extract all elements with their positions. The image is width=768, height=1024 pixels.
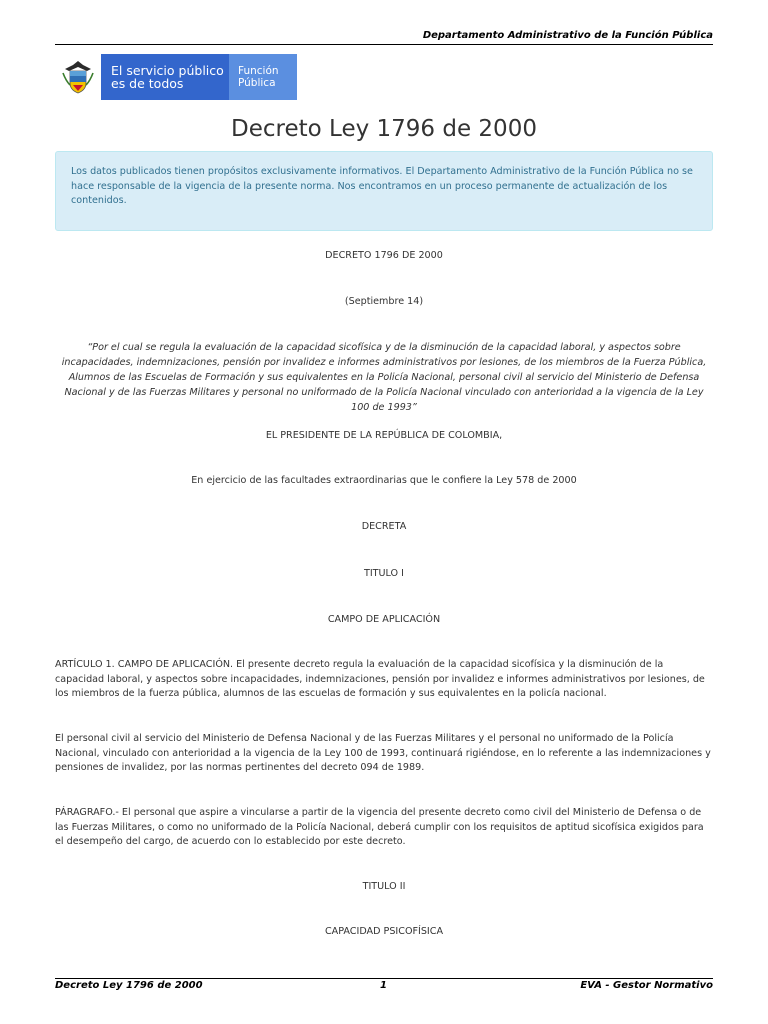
paragraph-personal-civil: El personal civil al servicio del Ministerio de Defensa Nacional y de las Fuerzas Militares y el personal no uniformado de la Policía Nacional, vinculado con anterioridad a la vigencia de la Ley 100 de 1993, continuará rigiéndose, en lo referente a las indemnizaciones y pensiones de invalidez, por las normas pertinentes del decreto 094 de 1989.: [55, 733, 711, 773]
decree-number: DECRETO 1796 DE 2000: [325, 250, 443, 261]
logo-side-line1: Función: [238, 65, 279, 77]
header-divider: [55, 44, 713, 45]
titulo-1-heading: TITULO I: [363, 568, 404, 579]
president-heading: EL PRESIDENTE DE LA REPÚBLICA DE COLOMBIA,: [265, 430, 503, 441]
titulo-2-name: CAPACIDAD PSICOFÍSICA: [324, 926, 444, 937]
titulo-2-heading: TITULO II: [362, 881, 406, 892]
colombia-coat-of-arms-icon: [55, 54, 101, 100]
faculties-line: En ejercicio de las facultades extraordinarias que le confiere la Ley 578 de 2000: [191, 475, 577, 486]
disclaimer-notice: Los datos publicados tienen propósitos exclusivamente informativos. El Departamento Administrativo de la Función Pública no se hace responsable de la vigencia de la presente norma. Nos encontramos en un proceso permanente de actualización de los contenidos.: [55, 151, 713, 231]
logo-banner: [55, 54, 297, 100]
footer-document-title: Decreto Ley 1796 de 2000: [55, 980, 203, 991]
decreta-heading: DECRETA: [361, 521, 407, 532]
logo-side-text: [229, 54, 297, 100]
logo-main-line1: El servicio público: [111, 63, 224, 78]
decree-summary: “Por el cual se regula la evaluación de la capacidad sicofísica y de la disminución de la capacidad laboral, y aspectos sobre incapacidades, indemnizaciones, pensión por invalidez e informes administrativos por lesiones, de los miembros de la Fuerza Pública, Alumnos de las Escuelas de Formación y sus equivalentes en la Policía Nacional, personal civil al servicio del Ministerio de Defensa Nacional y de las Fuerzas Militares y personal no uniformado de la Policía Nacional vinculado con anterioridad a la vigencia de la Ley 100 de 1993”: [61, 342, 707, 413]
footer-page-number: 1: [380, 980, 387, 991]
titulo-1-name: CAMPO DE APLICACIÓN: [327, 614, 441, 625]
articulo-1: ARTÍCULO 1. CAMPO DE APLICACIÓN. El presente decreto regula la evaluación de la capacidad sicofísica y la disminución de la capacidad laboral, y aspectos sobre incapacidades, indemnizaciones, pensión por invalidez e informes administrativos por lesiones, de los miembros de la fuerza pública, alumnos de las escuelas de formación y sus equivalentes en la policía nacional.: [55, 659, 705, 699]
logo-main-text: [101, 54, 229, 100]
header-organization: Departamento Administrativo de la Función Pública: [422, 30, 713, 41]
decree-date: (Septiembre 14): [344, 296, 424, 307]
logo-side-line2: Pública: [238, 77, 276, 89]
footer-app-name: EVA - Gestor Normativo: [580, 980, 713, 991]
document-title: Decreto Ley 1796 de 2000: [231, 116, 537, 142]
paragrafo: PÁRAGRAFO.- El personal que aspire a vincularse a partir de la vigencia del presente decreto como civil del Ministerio de Defensa o de las Fuerzas Militares, o como no uniformado de la Policía Nacional, deberá cumplir con los requisitos de aptitud sicofísica exigidos para el desempeño del cargo, de acuerdo con lo establecido por este decreto.: [55, 807, 704, 847]
footer-divider: [55, 978, 713, 979]
logo-main-line2: es de todos: [111, 76, 184, 91]
